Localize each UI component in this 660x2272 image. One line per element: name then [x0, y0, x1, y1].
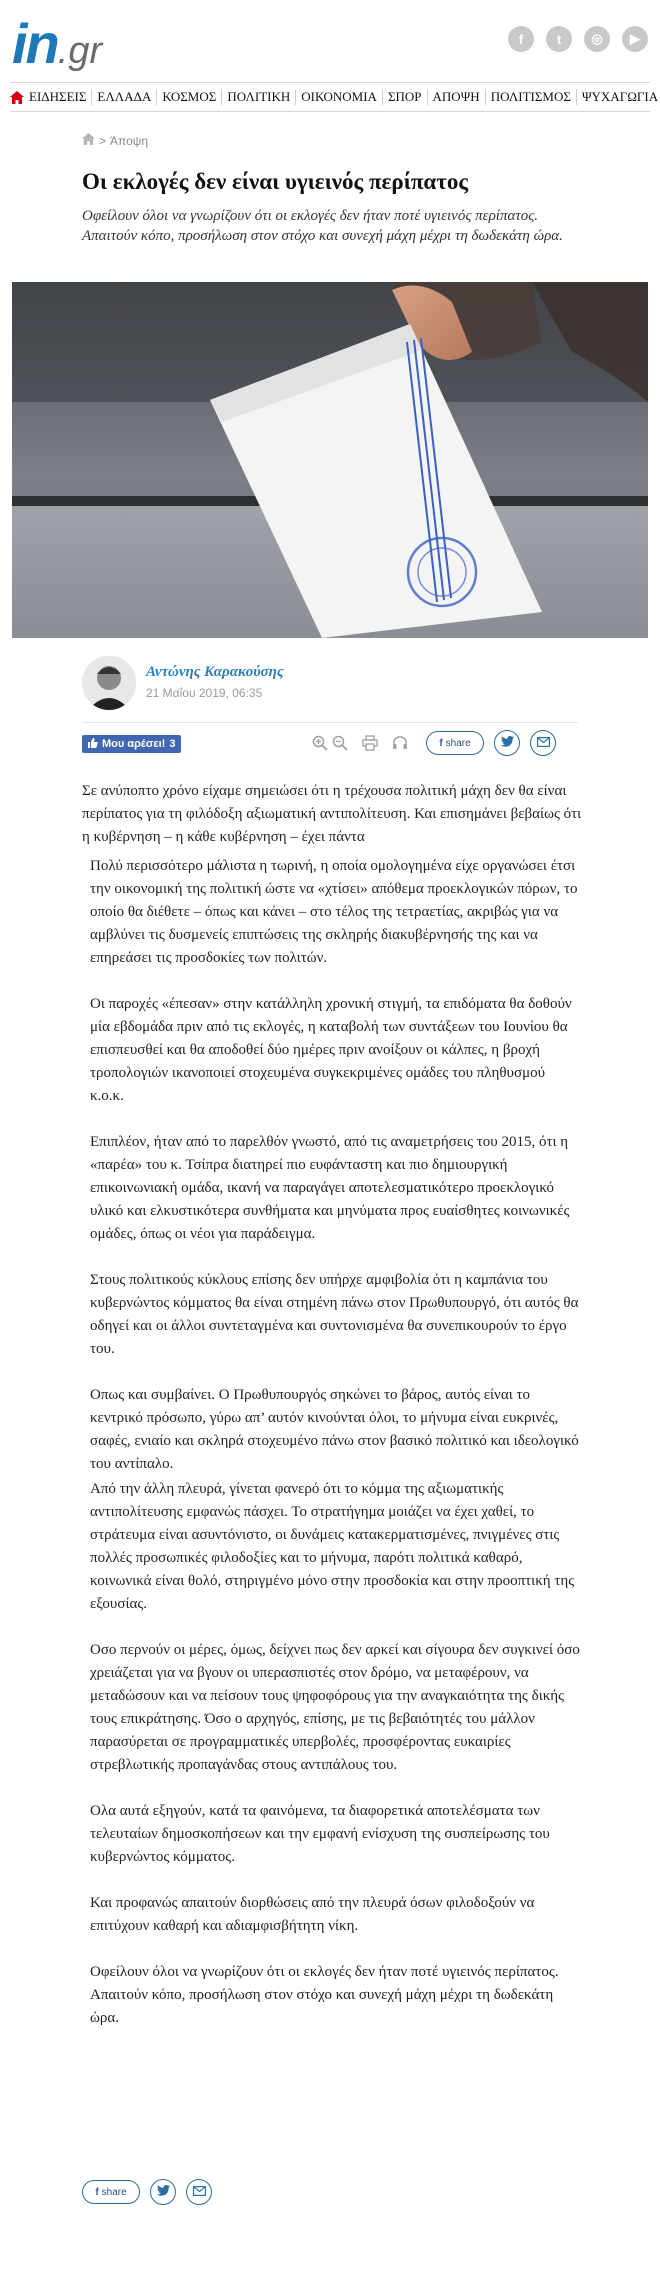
- article-toolbar: [82, 722, 578, 758]
- youtube-icon[interactable]: ▶: [622, 26, 648, 52]
- envelope-icon: [193, 2183, 206, 2201]
- author-name[interactable]: Αντώνης Καρακούσης: [146, 664, 284, 680]
- facebook-icon[interactable]: f: [508, 26, 534, 52]
- publish-date: 21 Μαΐου 2019, 06:35: [146, 686, 263, 700]
- like-count: 3: [169, 738, 176, 750]
- author-avatar[interactable]: [82, 656, 136, 710]
- breadcrumb-separator: >: [99, 133, 107, 148]
- article-paragraph: Και προφανώς απαιτούν διορθώσεις από την πλευρά όσων φιλοδοξούν να επιτύχουν καθαρή και αδιαμφισβήτητη νίκη.: [90, 1895, 535, 1934]
- nav-item-politics[interactable]: ΠΟΛΙΤΙΚΗ: [222, 89, 296, 105]
- facebook-icon: f: [95, 2186, 99, 2198]
- twitter-share-button[interactable]: [494, 730, 520, 756]
- article-paragraph: Στους πολιτικούς κύκλους επίσης δεν υπήρχε αμφιβολία ότι η καμπάνια του κυβερνώντος κόμματος θα είναι στημένη πάνω στον Πρωθυπουργό, ότι αυτός θα οδηγεί και οι άλλοι συντεταγμένα και συντονισμένα θα συνεπικουρούν το έργο του.: [90, 1272, 579, 1357]
- article-paragraph: Επιπλέον, ήταν από το παρελθόν γνωστό, από τις αναμετρήσεις του 2015, ότι η «παρέα» του κ. Τσίπρα διατηρεί πιο ευφάνταστη και πιο δημιουργική επικοινωνιακή ομάδα, ικανή να παραγάγει αποτελεσματικότερο προεκλογικό υλικό και ελκυστικότερα συνθήματα και μηνύματα προς ευαίσθητες κοινωνικές ομάδες, όπως οι νέοι για παράδειγμα.: [90, 1134, 570, 1242]
- breadcrumb: [82, 133, 148, 148]
- nav-item-culture[interactable]: ΠΟΛΙΤΙΣΜΟΣ: [486, 89, 577, 105]
- facebook-icon: f: [439, 737, 443, 749]
- article-subtitle: Οφείλουν όλοι να γνωρίζουν ότι οι εκλογές δεν ήταν ποτέ υγιεινός περίπατος. Απαιτούν κόπο, προσήλωση στον στόχο και συνεχή μάχη μέχρι τη δωδεκάτη ώρα.: [82, 208, 563, 244]
- share-label: share: [445, 737, 471, 749]
- logo-main: in: [12, 12, 58, 75]
- logo-suffix: .gr: [57, 30, 103, 72]
- breadcrumb-section[interactable]: Άποψη: [110, 133, 149, 148]
- facebook-like-button[interactable]: [82, 735, 181, 753]
- page-title: Οι εκλογές δεν είναι υγιεινός περίπατος: [82, 169, 469, 194]
- facebook-share-button[interactable]: [426, 731, 484, 755]
- main-nav: [10, 82, 659, 112]
- instagram-icon[interactable]: ◎: [584, 26, 610, 52]
- article-paragraph: Πολύ περισσότερο μάλιστα η τωρινή, η οποία ομολογημένα είχε οργανώσει έτσι την οικονομική της πολιτική ώστε να «χτίσει» απόθεμα προεκλογικών πόρων, το οποίο θα διέθετε – όπως και κάνει – στο τέλος της τετραετίας, ακριβώς για να αμβλύνει τις δυσμενείς επιπτώσεις της σκληρής διακυβέρνησής της και να επηρεάσει τις προσδοκίες των πολιτών.: [90, 858, 578, 966]
- nav-item-opinion[interactable]: ΑΠΟΨΗ: [428, 89, 486, 105]
- article-paragraph: Ολα αυτά εξηγούν, κατά τα φαινόμενα, τα διαφορετικά αποτελέσματα των τελευταίων δημοσκοπήσεων και την εμφανή ενίσχυση της συσπείρωσης του κυβερνώντος κόμματος.: [90, 1803, 550, 1865]
- home-icon[interactable]: [82, 133, 95, 148]
- nav-item-economy[interactable]: ΟΙΚΟΝΟΜΙΑ: [296, 89, 383, 105]
- bottom-share-bar: [82, 2177, 242, 2207]
- envelope-icon: [537, 734, 550, 752]
- nav-item-news[interactable]: ΕΙΔΗΣΕΙΣ: [24, 89, 92, 105]
- like-label: Μου αρέσει!: [102, 738, 166, 750]
- article-body: [82, 780, 582, 2053]
- thumbs-up-icon: [88, 738, 98, 751]
- article-paragraph: Οσο περνούν οι μέρες, όμως, δείχνει πως δεν αρκεί και σίγουρα δεν συγκινεί όσο χρειάζεται για να βγουν οι υπερασπιστές στον δρόμο, να μεταφέρουν, να μεταδώσουν και να πείσουν τους ψηφοφόρους για την αναγκαιότητα της δικής τους επικράτησης. Όσο ο αρχηγός, επίσης, με τις βεβαιότητές του μάλλον παρασύρεται σε προγραμματικές υπερβολές, προσφέροντας ευκαιρίες στρεβλωτικής προπαγάνδας στους αντιπάλους του.: [90, 1642, 580, 1773]
- nav-item-sports[interactable]: ΣΠΟΡ: [383, 89, 428, 105]
- email-share-button[interactable]: [530, 730, 556, 756]
- zoom-out-icon[interactable]: [330, 733, 350, 753]
- article-paragraph: Οι παροχές «έπεσαν» στην κατάλληλη χρονική στιγμή, τα επιδόματα θα δοθούν μία εβδομάδα πριν από τις εκλογές, η καταβολή των συντάξεων του Ιουνίου θα επισπευσθεί και θα αποδοθεί δύο ημέρες πριν ανοίξουν οι κάλπες, η βροχή τροπολογιών ικανοποιεί στοχευμένα συγκεκριμένες ομάδες του πληθυσμού κ.ο.κ.: [90, 996, 572, 1104]
- facebook-share-button[interactable]: [82, 2180, 140, 2204]
- site-header: [0, 0, 660, 80]
- article-paragraphs: [90, 855, 582, 2030]
- site-logo[interactable]: [12, 12, 103, 75]
- article-paragraph: Οφείλουν όλοι να γνωρίζουν ότι οι εκλογές δεν ήταν ποτέ υγιεινός περίπατος. Απαιτούν κόπο, προσήλωση στον στόχο και συνεχή μάχη μέχρι τη δωδεκάτη ώρα.: [90, 1964, 559, 2026]
- print-icon[interactable]: [360, 733, 380, 753]
- twitter-icon: [157, 2183, 170, 2201]
- headphones-icon[interactable]: [390, 733, 410, 753]
- nav-item-entertainment[interactable]: ΨΥΧΑΓΩΓΙΑ: [581, 89, 659, 104]
- share-label: share: [101, 2186, 127, 2198]
- twitter-icon: [501, 734, 514, 752]
- nav-item-greece[interactable]: ΕΛΛΑΔΑ: [92, 89, 157, 105]
- hero-image: [12, 282, 648, 638]
- article-paragraph: Από την άλλη πλευρά, γίνεται φανερό ότι το κόμμα της αξιωματικής αντιπολίτευσης εμφανώς πάσχει. Το στρατήγημα μοιάζει να έχει χαθεί, το στράτευμα είναι ασυντόνιστο, οι δυνάμεις κατακερματισμένες, πνιγμένες στις πολλές προσωπικές φιλοδοξίες και το μήνυμα, παρότι πολιτικά καθαρό, κοινωνικά είναι θολό, στηριγμένο μόνο στην προσδοκία και στην προοπτική της εξουσίας.: [90, 1481, 575, 1612]
- twitter-share-button[interactable]: [150, 2179, 176, 2205]
- home-icon[interactable]: [10, 87, 24, 107]
- email-share-button[interactable]: [186, 2179, 212, 2205]
- social-links: [508, 26, 648, 52]
- twitter-icon[interactable]: t: [546, 26, 572, 52]
- zoom-in-icon[interactable]: [310, 733, 330, 753]
- article-lead: Σε ανύποπτο χρόνο είχαμε σημειώσει ότι η τρέχουσα πολιτική μάχη δεν θα είναι περίπατος για τη φιλόδοξη αξιωματική αντιπολίτευση. Και επισημάνει βεβαίως ότι η κυβέρνηση – η κάθε κυβέρνηση – έχει πάντα: [82, 783, 582, 845]
- article-paragraph: Οπως και συμβαίνει. Ο Πρωθυπουργός σηκώνει το βάρος, αυτός είναι το κεντρικό πρόσωπο, γύρω απ’ αυτόν κινούνται όλοι, το μήνυμα είναι ευκρινές, σαφές, ενιαίο και σκληρά στοχευμένο πάνω στον βασικό πολιτικό και ιδεολογικό του αντίπαλο.: [90, 1387, 579, 1472]
- nav-item-world[interactable]: ΚΟΣΜΟΣ: [157, 89, 222, 105]
